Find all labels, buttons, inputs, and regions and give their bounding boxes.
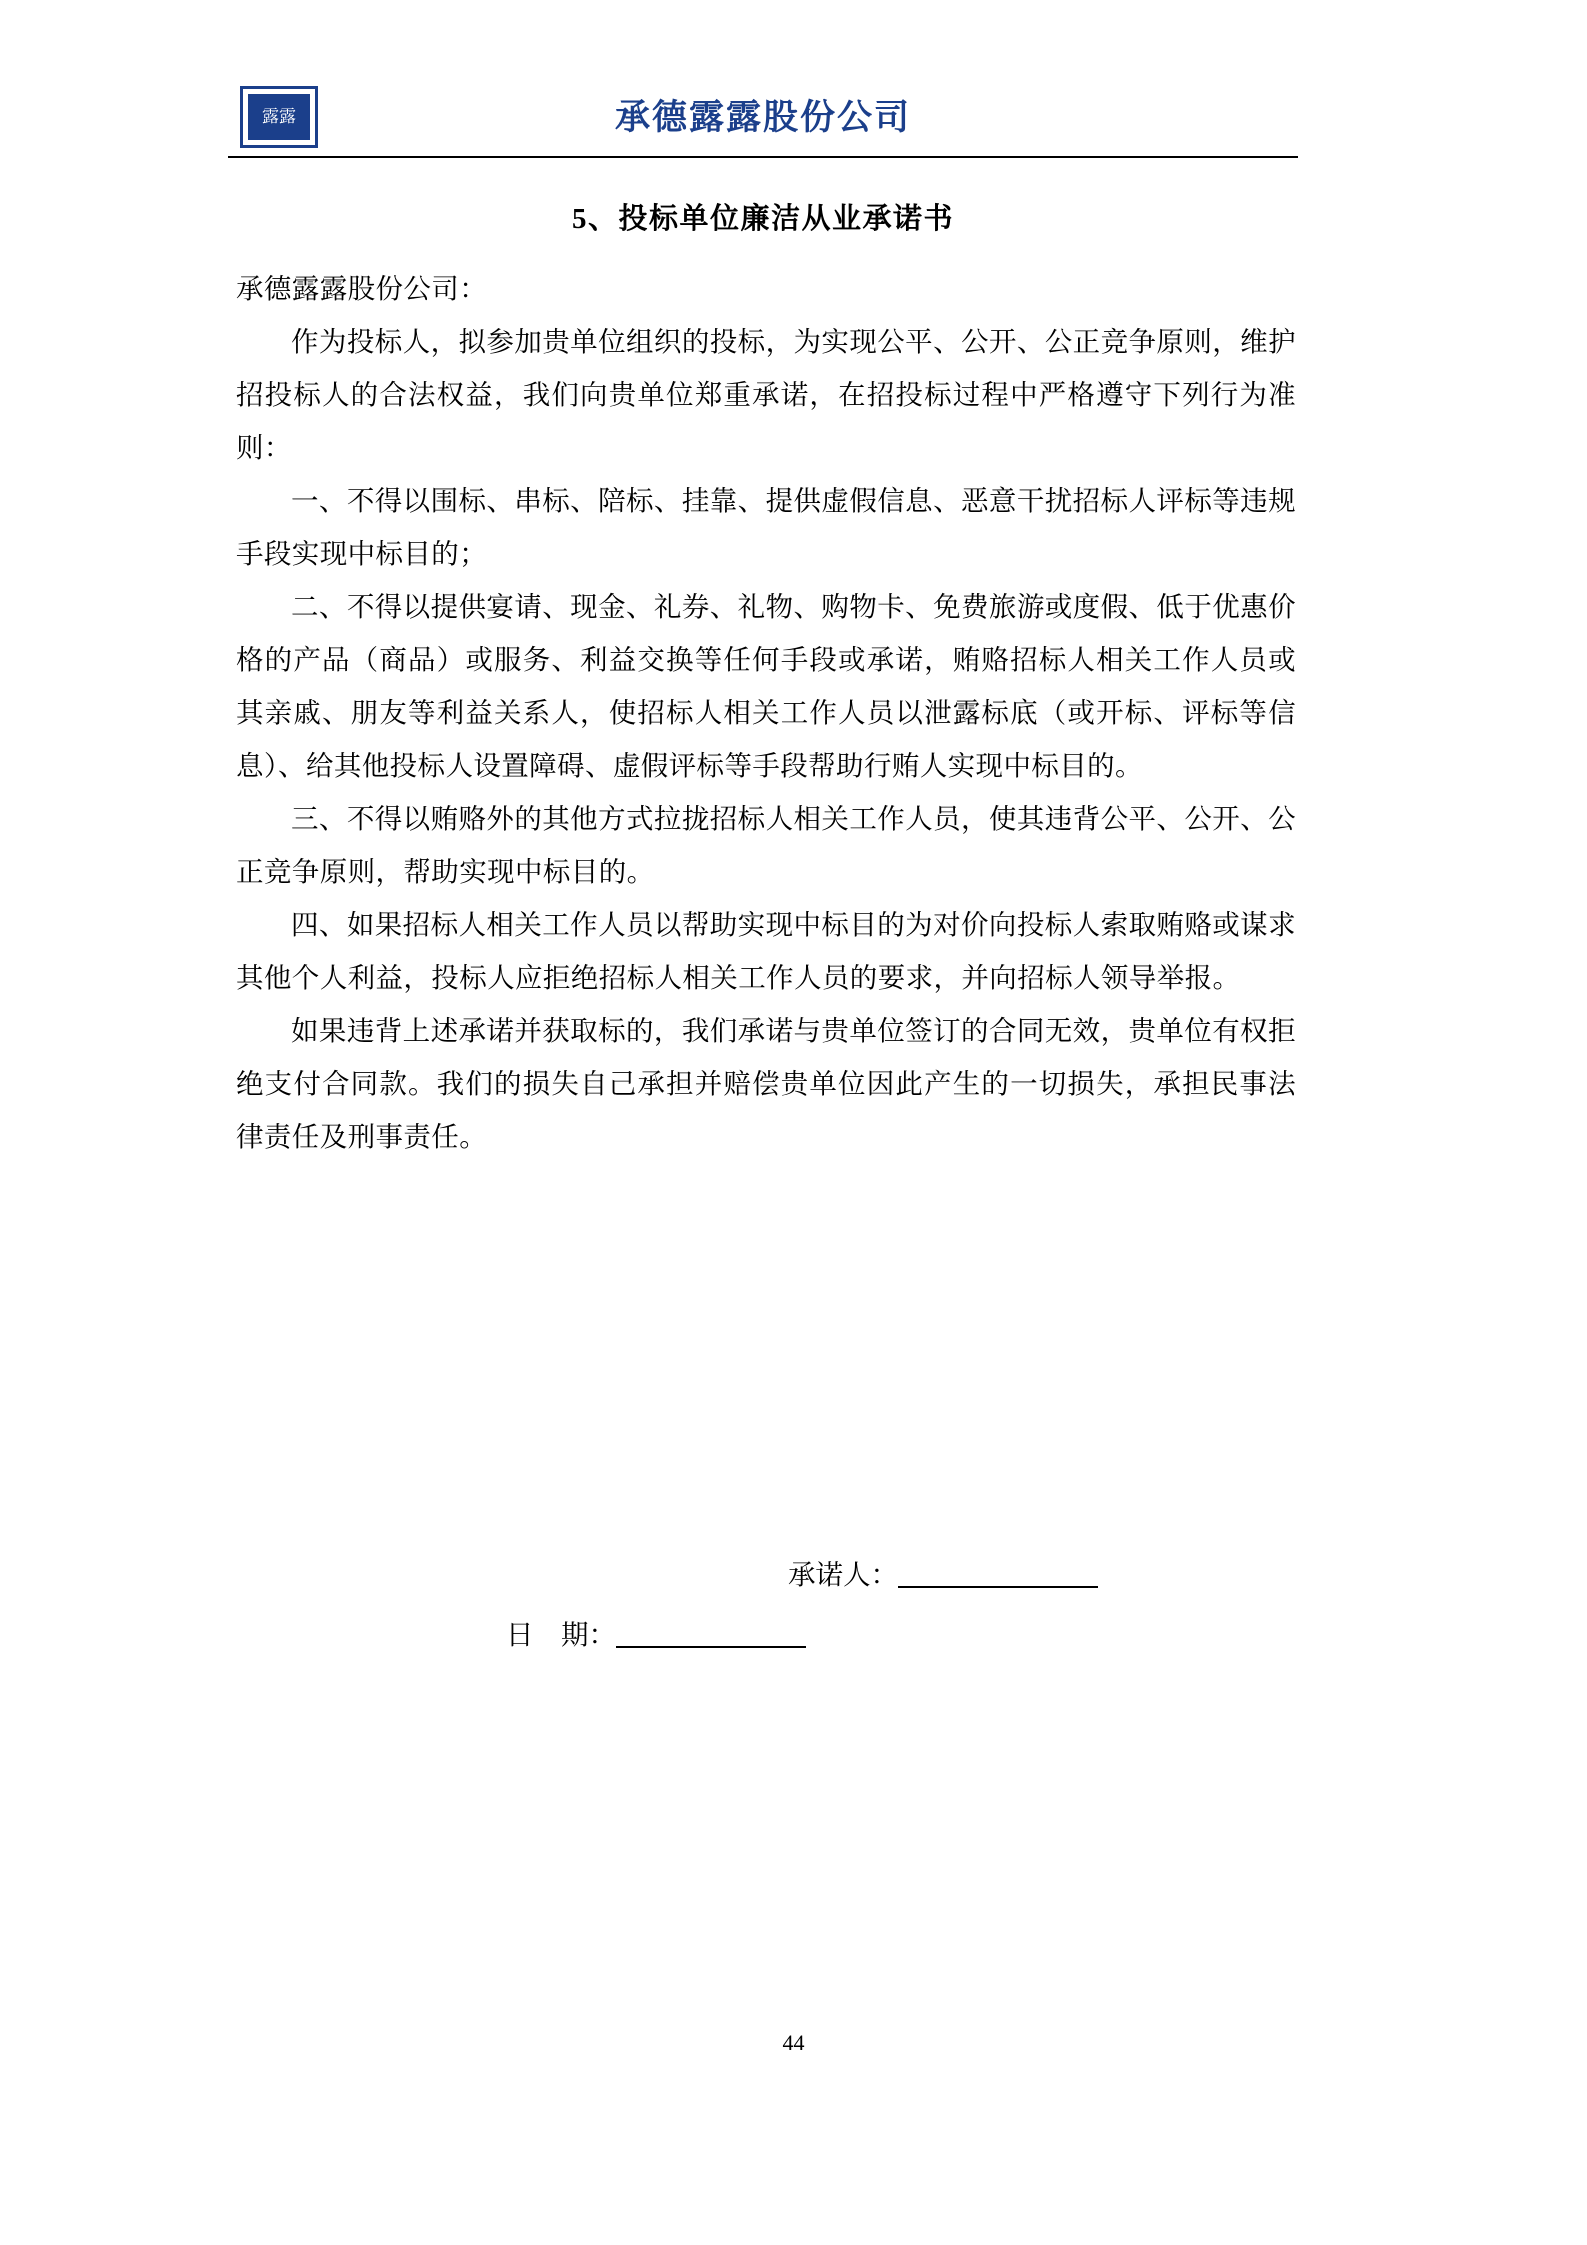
- paragraph-intro: 作为投标人，拟参加贵单位组织的投标，为实现公平、公开、公正竞争原则，维护招投标人的合法权益，我们向贵单位郑重承诺，在招投标过程中严格遵守下列行为准则：: [236, 326, 1296, 463]
- paragraph-clause-2: 二、不得以提供宴请、现金、礼券、礼物、购物卡、免费旅游或度假、低于优惠价格的产品（商品）或服务、利益交换等任何手段或承诺，贿赂招标人相关工作人员或其亲戚、朋友等利益关系人，使招标人相关工作人员以泄露标底（或开标、评标等信息）、给其他投标人设置障碍、虚假评标等手段帮助行贿人实现中标目的。: [236, 591, 1296, 781]
- header-divider: [228, 156, 1298, 158]
- promisor-line: [236, 1545, 1296, 1605]
- salutation: 承德露露股份公司：: [236, 273, 488, 304]
- paragraph-clause-4: 四、如果招标人相关工作人员以帮助实现中标目的为对价向投标人索取贿赂或谋求其他个人利益，投标人应拒绝招标人相关工作人员的要求，并向招标人领导举报。: [236, 909, 1296, 993]
- date-line: [236, 1605, 1296, 1665]
- document-body: [236, 262, 1296, 1163]
- paragraph-clause-1: 一、不得以围标、串标、陪标、挂靠、提供虚假信息、恶意干扰招标人评标等违规手段实现中标目的；: [236, 485, 1296, 569]
- company-name: 承德露露股份公司: [614, 98, 911, 137]
- page-header: [228, 86, 1298, 164]
- promisor-label: 承诺人：: [788, 1559, 898, 1590]
- date-input[interactable]: [616, 1646, 806, 1648]
- page-number: 44: [782, 2030, 805, 2055]
- paragraph-closing: 如果违背上述承诺并获取标的，我们承诺与贵单位签订的合同无效，贵单位有权拒绝支付合同款。我们的损失自己承担并赔偿贵单位因此产生的一切损失，承担民事法律责任及刑事责任。: [236, 1015, 1296, 1152]
- paragraph-clause-3: 三、不得以贿赂外的其他方式拉拢招标人相关工作人员，使其违背公平、公开、公正竞争原则，帮助实现中标目的。: [236, 803, 1296, 887]
- company-logo-mark: 露露: [248, 94, 310, 140]
- page-title: 5、投标单位廉洁从业承诺书: [571, 203, 954, 235]
- signature-block: [236, 1545, 1296, 1665]
- date-label: 日 期：: [506, 1619, 616, 1650]
- promisor-input[interactable]: [898, 1586, 1098, 1588]
